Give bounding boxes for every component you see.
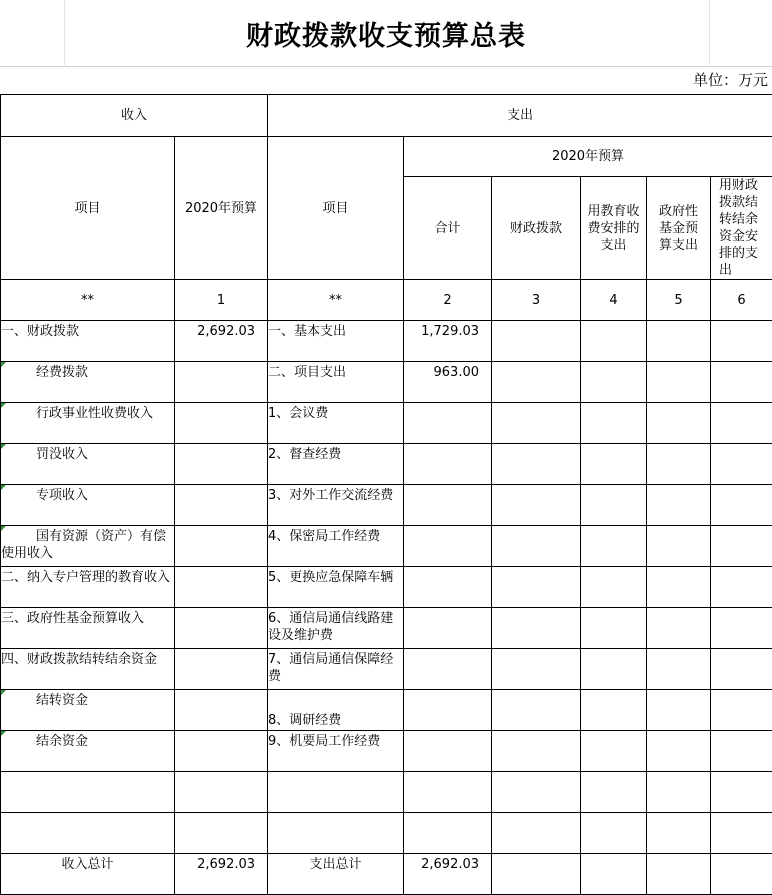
unit-label: 单位：万元 bbox=[693, 69, 768, 90]
table-row bbox=[1, 608, 772, 649]
empty-cell bbox=[492, 403, 581, 444]
empty-cell bbox=[581, 567, 647, 608]
empty-cell bbox=[711, 321, 772, 362]
header-row-2 bbox=[1, 137, 772, 177]
empty-cell bbox=[404, 772, 492, 813]
empty-cell bbox=[647, 731, 711, 772]
code-cell: 1 bbox=[175, 280, 268, 321]
income-budget-header: 2020年预算 bbox=[175, 137, 268, 280]
empty-cell bbox=[581, 772, 647, 813]
empty-cell bbox=[647, 772, 711, 813]
expense-item: 一、基本支出 bbox=[268, 321, 404, 362]
table-row bbox=[1, 403, 772, 444]
empty-cell bbox=[711, 690, 772, 731]
expense-total: 963.00 bbox=[404, 362, 492, 403]
expense-item: 5、更换应急保障车辆 bbox=[268, 567, 404, 608]
code-cell: 4 bbox=[581, 280, 647, 321]
income-item: 二、纳入专户管理的教育收入 bbox=[1, 567, 175, 608]
income-item: 罚没收入 bbox=[1, 444, 175, 485]
empty-cell bbox=[647, 854, 711, 895]
empty-cell bbox=[711, 813, 772, 854]
income-value bbox=[175, 526, 268, 567]
empty-cell bbox=[647, 362, 711, 403]
income-total-label: 收入总计 bbox=[1, 854, 175, 895]
code-cell: ** bbox=[268, 280, 404, 321]
table-row bbox=[1, 567, 772, 608]
expense-total bbox=[404, 690, 492, 731]
expense-budget-header: 2020年预算 bbox=[404, 137, 772, 177]
empty-cell bbox=[647, 567, 711, 608]
total-subheader: 合计 bbox=[404, 177, 492, 280]
income-value bbox=[175, 403, 268, 444]
empty-cell bbox=[404, 813, 492, 854]
empty-cell bbox=[492, 608, 581, 649]
empty-cell bbox=[647, 485, 711, 526]
expense-total bbox=[404, 526, 492, 567]
income-item: 四、财政拨款结转结余资金 bbox=[1, 649, 175, 690]
code-row bbox=[1, 280, 772, 321]
empty-cell bbox=[711, 444, 772, 485]
empty-cell bbox=[711, 526, 772, 567]
code-cell: 5 bbox=[647, 280, 711, 321]
empty-cell bbox=[581, 813, 647, 854]
empty-cell bbox=[647, 526, 711, 567]
header-row-1 bbox=[1, 95, 772, 137]
empty-cell bbox=[268, 772, 404, 813]
income-value bbox=[175, 690, 268, 731]
table-row bbox=[1, 731, 772, 772]
empty-cell bbox=[711, 362, 772, 403]
income-item: 三、政府性基金预算收入 bbox=[1, 608, 175, 649]
expense-item: 1、会议费 bbox=[268, 403, 404, 444]
table-row bbox=[1, 321, 772, 362]
income-item: 行政事业性收费收入 bbox=[1, 403, 175, 444]
empty-cell bbox=[268, 813, 404, 854]
empty-cell bbox=[647, 813, 711, 854]
expense-total bbox=[404, 731, 492, 772]
expense-total bbox=[404, 649, 492, 690]
income-value bbox=[175, 485, 268, 526]
table-row bbox=[1, 772, 772, 813]
empty-cell bbox=[581, 690, 647, 731]
income-item: 一、财政拨款 bbox=[1, 321, 175, 362]
fiscal-subheader: 财政拨款 bbox=[492, 177, 581, 280]
income-value bbox=[175, 567, 268, 608]
code-cell: 2 bbox=[404, 280, 492, 321]
empty-cell bbox=[492, 526, 581, 567]
empty-cell bbox=[581, 731, 647, 772]
expense-total bbox=[404, 444, 492, 485]
expense-item: 6、通信局通信线路建设及维护费 bbox=[268, 608, 404, 649]
table-row bbox=[1, 813, 772, 854]
empty-cell bbox=[581, 526, 647, 567]
income-item-header: 项目 bbox=[1, 137, 175, 280]
income-value bbox=[175, 731, 268, 772]
income-total-value: 2,692.03 bbox=[175, 854, 268, 895]
empty-cell bbox=[492, 813, 581, 854]
income-value bbox=[175, 649, 268, 690]
empty-cell bbox=[492, 649, 581, 690]
expense-item: 7、通信局通信保障经费 bbox=[268, 649, 404, 690]
income-value: 2,692.03 bbox=[175, 321, 268, 362]
table-row bbox=[1, 362, 772, 403]
carryover-subheader: 用财政拨款结转结余资金安排的支出 bbox=[711, 177, 772, 280]
empty-cell bbox=[492, 444, 581, 485]
empty-cell bbox=[492, 772, 581, 813]
unit-row bbox=[0, 67, 772, 95]
empty-cell bbox=[175, 772, 268, 813]
empty-cell bbox=[581, 854, 647, 895]
empty-cell bbox=[647, 444, 711, 485]
total-row bbox=[1, 854, 772, 895]
expense-total bbox=[404, 608, 492, 649]
income-value bbox=[175, 362, 268, 403]
income-item: 经费拨款 bbox=[1, 362, 175, 403]
income-value bbox=[175, 608, 268, 649]
income-item: 结余资金 bbox=[1, 731, 175, 772]
expense-total bbox=[404, 567, 492, 608]
empty-cell bbox=[711, 854, 772, 895]
education-subheader: 用教育收费安排的支出 bbox=[581, 177, 647, 280]
table-row bbox=[1, 690, 772, 731]
expense-total-label: 支出总计 bbox=[268, 854, 404, 895]
expense-total bbox=[404, 403, 492, 444]
code-cell: ** bbox=[1, 280, 175, 321]
empty-cell bbox=[711, 567, 772, 608]
expense-item: 4、保密局工作经费 bbox=[268, 526, 404, 567]
income-header: 收入 bbox=[1, 95, 268, 137]
table-row bbox=[1, 444, 772, 485]
empty-cell bbox=[581, 649, 647, 690]
empty-cell bbox=[647, 608, 711, 649]
empty-cell bbox=[492, 690, 581, 731]
page-title: 财政拨款收支预算总表 bbox=[0, 14, 772, 53]
empty-cell bbox=[581, 608, 647, 649]
empty-cell bbox=[492, 362, 581, 403]
empty-cell bbox=[1, 813, 175, 854]
empty-cell bbox=[492, 854, 581, 895]
expense-item: 2、督查经费 bbox=[268, 444, 404, 485]
table-row bbox=[1, 526, 772, 567]
empty-cell bbox=[647, 690, 711, 731]
income-item: 结转资金 bbox=[1, 690, 175, 731]
empty-cell bbox=[581, 362, 647, 403]
empty-cell bbox=[492, 485, 581, 526]
table-row bbox=[1, 485, 772, 526]
empty-cell bbox=[647, 649, 711, 690]
empty-cell bbox=[711, 608, 772, 649]
table-row bbox=[1, 649, 772, 690]
empty-cell bbox=[1, 772, 175, 813]
empty-cell bbox=[492, 321, 581, 362]
empty-cell bbox=[711, 772, 772, 813]
expense-item-header: 项目 bbox=[268, 137, 404, 280]
expense-item: 二、项目支出 bbox=[268, 362, 404, 403]
expense-total: 1,729.03 bbox=[404, 321, 492, 362]
empty-cell bbox=[581, 403, 647, 444]
fund-subheader: 政府性基金预算支出 bbox=[647, 177, 711, 280]
income-value bbox=[175, 444, 268, 485]
expense-item: 9、机要局工作经费 bbox=[268, 731, 404, 772]
empty-cell bbox=[581, 485, 647, 526]
expense-item: 3、对外工作交流经费 bbox=[268, 485, 404, 526]
empty-cell bbox=[647, 321, 711, 362]
expense-header: 支出 bbox=[268, 95, 772, 137]
expense-item: 8、调研经费 bbox=[268, 690, 404, 731]
empty-cell bbox=[581, 444, 647, 485]
empty-cell bbox=[175, 813, 268, 854]
expense-total bbox=[404, 485, 492, 526]
income-item: 国有资源（资产）有偿使用收入 bbox=[1, 526, 175, 567]
empty-cell bbox=[711, 649, 772, 690]
empty-cell bbox=[492, 567, 581, 608]
income-item: 专项收入 bbox=[1, 485, 175, 526]
expense-total-value: 2,692.03 bbox=[404, 854, 492, 895]
title-row bbox=[0, 0, 772, 67]
empty-cell bbox=[492, 731, 581, 772]
empty-cell bbox=[581, 321, 647, 362]
empty-cell bbox=[647, 403, 711, 444]
empty-cell bbox=[711, 731, 772, 772]
code-cell: 6 bbox=[711, 280, 772, 321]
empty-cell bbox=[711, 485, 772, 526]
empty-cell bbox=[711, 403, 772, 444]
budget-table bbox=[0, 94, 772, 895]
code-cell: 3 bbox=[492, 280, 581, 321]
